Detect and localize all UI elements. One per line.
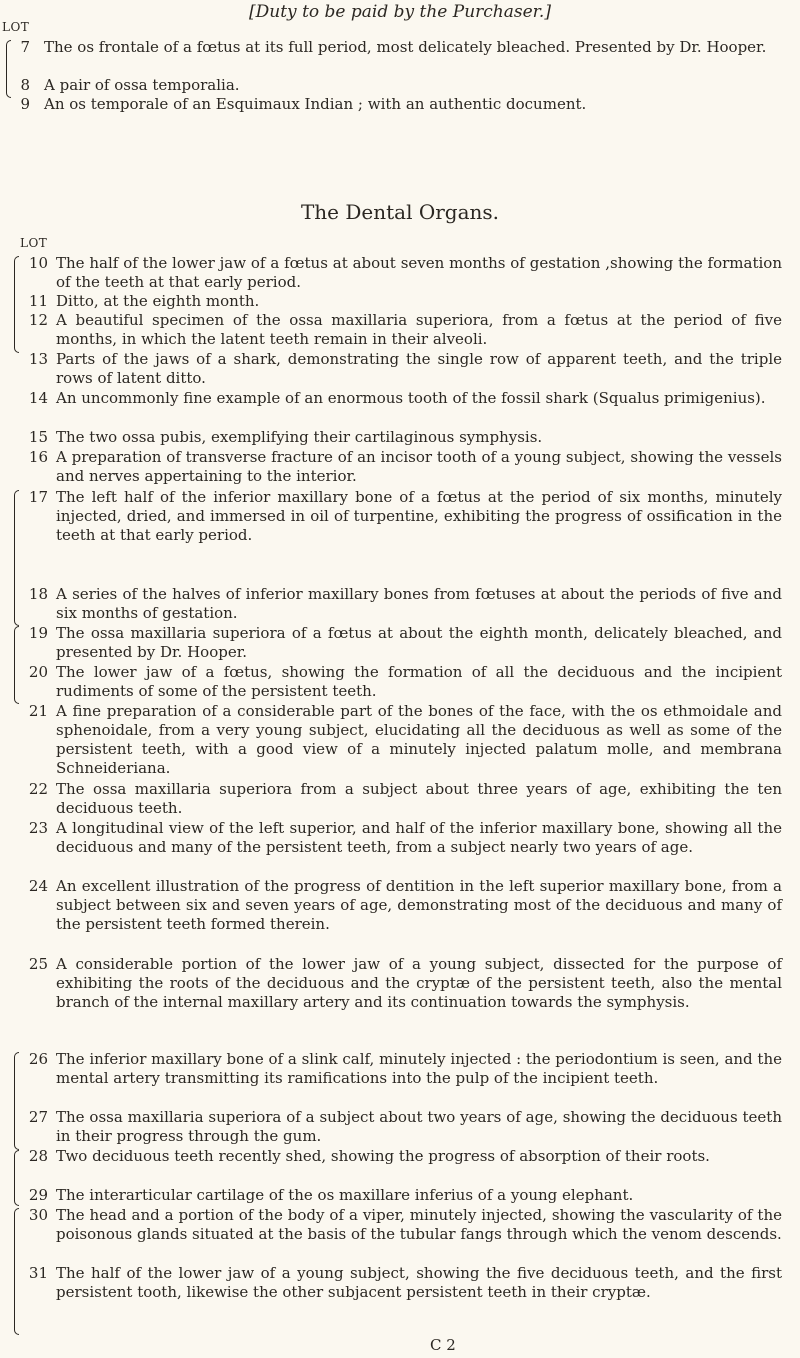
lot-number: 20 bbox=[28, 663, 48, 681]
lot-description: The half of the lower jaw of a young subject, showing the five deciduous teeth, and the first persistent tooth, likewise the other subjacent persistent teeth in their cryptæ. bbox=[56, 1264, 782, 1301]
lot-column-label: LOT bbox=[20, 236, 48, 250]
lot-description: Two deciduous teeth recently shed, showing the progress of absorption of their roots. bbox=[56, 1147, 710, 1165]
lot-description: The inferior maxillary bone of a slink calf, minutely injected : the periodontium is seen, and the mental artery transmitting its ramifications into the pulp of the incipient teeth. bbox=[56, 1050, 782, 1087]
lot-description: The interarticular cartilage of the os maxillare inferius of a young elephant. bbox=[56, 1186, 634, 1204]
lot-description: A series of the halves of inferior maxillary bones from fœtuses at about the periods of five and six months of gestation. bbox=[56, 585, 782, 622]
lot-number: 24 bbox=[28, 877, 48, 895]
lot-description: An os temporale of an Esquimaux Indian ; with an authentic document. bbox=[44, 95, 587, 113]
lot-description: A fine preparation of a considerable part of the bones of the face, with the os ethmoidale and sphenoidale, from a very young subject, elucidating all the deciduous as well as some of the persistent teeth, with a good view of a minutely injected palatum molle, and membrana Schneideriana. bbox=[56, 702, 782, 777]
lot-number: 21 bbox=[28, 702, 48, 720]
lot-number: 31 bbox=[28, 1264, 48, 1282]
lot-description: The half of the lower jaw of a fœtus at about seven months of gestation ,showing the formation of the teeth at that early period. bbox=[56, 254, 782, 291]
lot-number: 17 bbox=[28, 488, 48, 506]
lot-number: 10 bbox=[28, 254, 48, 272]
lot-number: 18 bbox=[28, 585, 48, 603]
lot-description: A longitudinal view of the left superior, and half of the inferior maxillary bone, showing all the deciduous and many of the persistent teeth, from a subject nearly two years of age. bbox=[56, 819, 782, 856]
section-title: The Dental Organs. bbox=[300, 200, 500, 224]
lot-description: A considerable portion of the lower jaw of a young subject, dissected for the purpose of exhibiting the roots of the deciduous and the cryptæ of the persistent teeth, also the mental branch of the internal maxillary artery and its continuation towards the symphysis. bbox=[56, 955, 782, 1011]
lot-number: 27 bbox=[28, 1108, 48, 1126]
lot-number: 7 bbox=[20, 38, 30, 56]
grouping-brace bbox=[14, 490, 19, 626]
lot-number: 25 bbox=[28, 955, 48, 973]
lot-number: 8 bbox=[20, 76, 30, 94]
lot-description: The lower jaw of a fœtus, showing the formation of all the deciduous and the incipient rudiments of some of the persistent teeth. bbox=[56, 663, 782, 700]
lot-description: An excellent illustration of the progress of dentition in the left superior maxillary bone, from a subject between six and seven years of age, demonstrating most of the deciduous and many of the persistent teeth formed therein. bbox=[56, 877, 782, 933]
lot-column-label: LOT bbox=[2, 20, 30, 34]
lot-number: 29 bbox=[28, 1186, 48, 1204]
page-header: [Duty to be paid by the Purchaser.] bbox=[249, 2, 551, 22]
lot-number: 16 bbox=[28, 448, 48, 466]
lot-description: A beautiful specimen of the ossa maxillaria superiora, from a fœtus at the period of five months, in which the latent teeth remain in their alveoli. bbox=[56, 311, 782, 348]
lot-number: 11 bbox=[28, 292, 48, 310]
lot-description: The os frontale of a fœtus at its full period, most delicately bleached. Presented by Dr. Hooper. bbox=[44, 38, 767, 56]
lot-number: 22 bbox=[28, 780, 48, 798]
lot-description: An uncommonly fine example of an enormous tooth of the fossil shark (Squalus primigenius). bbox=[56, 389, 766, 407]
lot-description: A preparation of transverse fracture of an incisor tooth of a young subject, showing the vessels and nerves appertaining to the interior. bbox=[56, 448, 782, 485]
lot-description: Parts of the jaws of a shark, demonstrating the single row of apparent teeth, and the triple rows of latent ditto. bbox=[56, 350, 782, 387]
lot-number: 23 bbox=[28, 819, 48, 837]
lot-number: 12 bbox=[28, 311, 48, 329]
lot-description: A pair of ossa temporalia. bbox=[44, 76, 240, 94]
lot-description: The two ossa pubis, exemplifying their cartilaginous symphysis. bbox=[56, 428, 543, 446]
lot-description: The left half of the inferior maxillary bone of a fœtus at the period of six months, minutely injected, dried, and immersed in oil of turpentine, exhibiting the progress of ossification in the teeth at that early period. bbox=[56, 488, 782, 544]
lot-number: 15 bbox=[28, 428, 48, 446]
lot-number: 9 bbox=[20, 95, 30, 113]
lot-description: Ditto, at the eighth month. bbox=[56, 292, 260, 310]
lot-description: The ossa maxillaria superiora from a subject about three years of age, exhibiting the ten deciduous teeth. bbox=[56, 780, 782, 817]
lot-description: The head and a portion of the body of a viper, minutely injected, showing the vascularity of the poisonous glands situated at the basis of the tubular fangs through which the venom descends. bbox=[56, 1206, 782, 1243]
lot-number: 30 bbox=[28, 1206, 48, 1224]
lot-description: The ossa maxillaria superiora of a subject about two years of age, showing the deciduous teeth in their progress through the gum. bbox=[56, 1108, 782, 1145]
signature-mark: C 2 bbox=[430, 1336, 456, 1354]
lot-number: 28 bbox=[28, 1147, 48, 1165]
lot-number: 19 bbox=[28, 624, 48, 642]
lot-number: 13 bbox=[28, 350, 48, 368]
lot-description: The ossa maxillaria superiora of a fœtus at about the eighth month, delicately bleached, and presented by Dr. Hooper. bbox=[56, 624, 782, 661]
lot-number: 26 bbox=[28, 1050, 48, 1068]
lot-number: 14 bbox=[28, 389, 48, 407]
